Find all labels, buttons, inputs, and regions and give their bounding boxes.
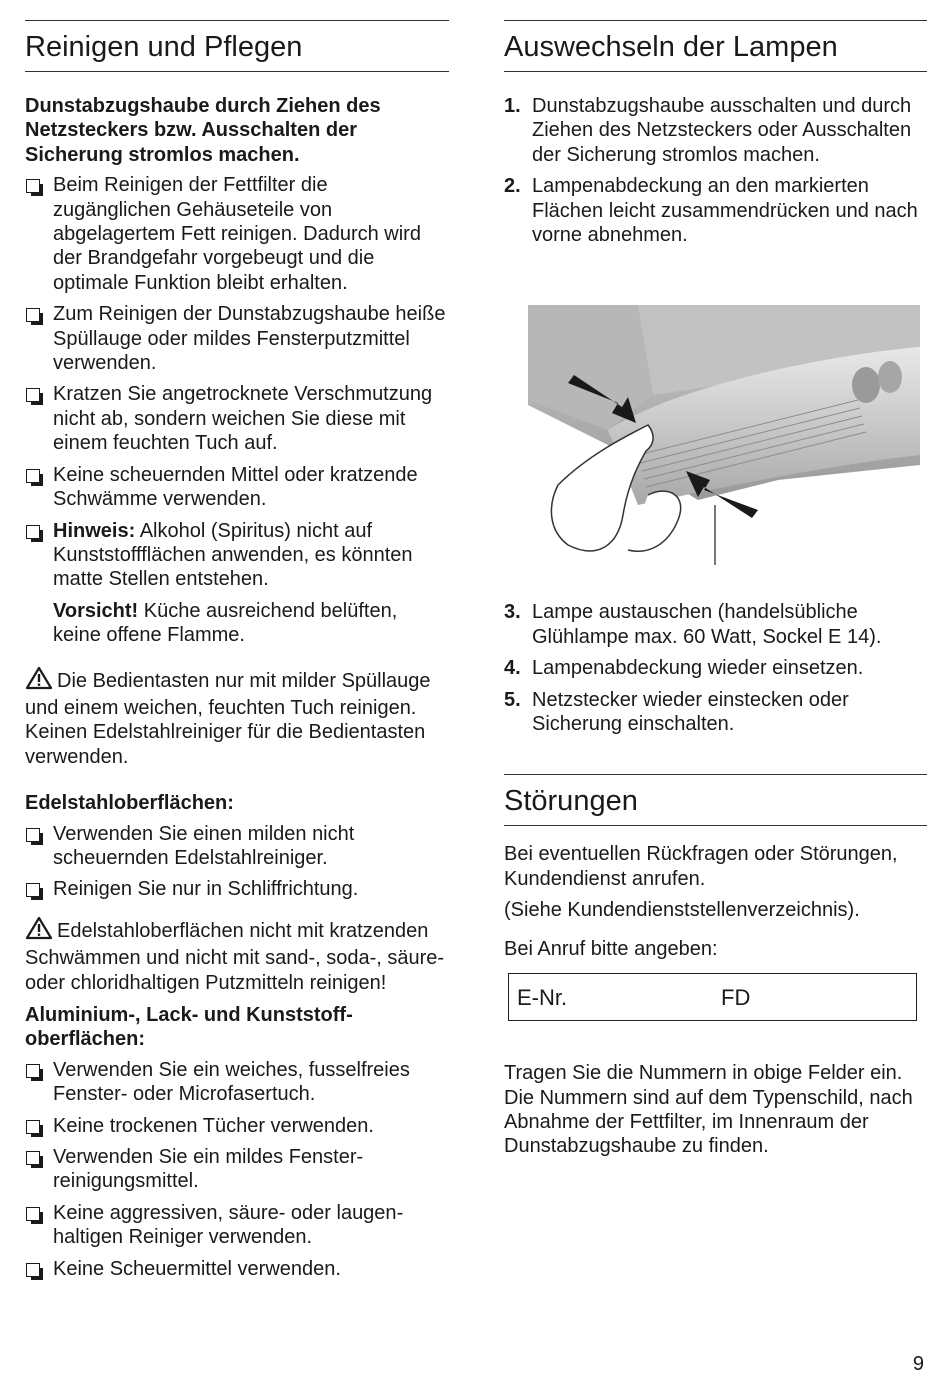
checkbox-icon bbox=[26, 828, 40, 842]
checkbox-icon bbox=[26, 469, 40, 483]
checkbox-icon bbox=[26, 388, 40, 402]
checkbox-icon bbox=[26, 1120, 40, 1134]
checkbox-icon bbox=[26, 1151, 40, 1165]
list-item: Keine Scheuermittel verwenden. bbox=[25, 1257, 449, 1281]
list-item: Verwenden Sie ein mildes Fensterreinigungsmittel. bbox=[25, 1145, 449, 1194]
lamp-steps-b bbox=[504, 600, 927, 736]
lamps-heading: Auswechseln der Lampen bbox=[504, 20, 927, 72]
page-number: 9 bbox=[912, 1353, 924, 1375]
list-item: Verwenden Sie einen milden nicht scheuernden Edelstahlreiniger. bbox=[25, 822, 449, 871]
checkbox-icon bbox=[26, 308, 40, 322]
faults-heading: Störungen bbox=[504, 774, 927, 826]
list-item: Beim Reinigen der Fettfilter die zugänglichen Gehäuseteile von abgelagertem Fett reinigen. Dadurch wird der Brandgefahr vorgebeugt und die optimale Funktion bleibt erhalten. bbox=[25, 173, 449, 295]
checkbox-icon bbox=[26, 179, 40, 193]
alu-list bbox=[25, 1058, 449, 1281]
list-item: Verwenden Sie ein weiches, fusselfreies Fenster- oder Microfasertuch. bbox=[25, 1058, 449, 1107]
faults-text-4: Tragen Sie die Nummern in obige Felder ein. Die Nummern sind auf dem Typenschild, nach Abnahme der Fettfilter, im Innenraum der Dunstabzugshaube zu finden. bbox=[504, 1062, 913, 1158]
warning-icon bbox=[25, 916, 53, 946]
cleaning-heading: Reinigen und Pflegen bbox=[25, 20, 449, 72]
enr-fd-field[interactable] bbox=[508, 973, 917, 1021]
fd-label: FD bbox=[721, 985, 751, 1011]
checkbox-icon bbox=[26, 1263, 40, 1277]
step-item: 5. Netzstecker wieder einstecken oder Sicherung einschalten. bbox=[504, 688, 849, 736]
checkbox-icon bbox=[26, 883, 40, 897]
warning-icon bbox=[25, 666, 53, 696]
alu-heading: Aluminium-, Lack- und Kunststoffoberflächen: bbox=[25, 1004, 353, 1051]
checkbox-icon bbox=[26, 1064, 40, 1078]
left-column bbox=[25, 20, 449, 1288]
steel-list bbox=[25, 822, 449, 902]
cleaning-intro: Dunstabzugshaube durch Ziehen des Netzsteckers bzw. Ausschalten der Sicherung stromlos machen. bbox=[25, 95, 381, 166]
enr-label: E-Nr. bbox=[517, 985, 568, 1011]
list-item: Keine trockenen Tücher verwenden. bbox=[25, 1114, 449, 1138]
list-item: Reinigen Sie nur in Schliffrichtung. bbox=[25, 877, 449, 901]
caution-label: Vorsicht! bbox=[53, 599, 139, 622]
list-item: Kratzen Sie angetrocknete Verschmutzung nicht ab, sondern weichen Sie diese mit einem feuchten Tuch auf. bbox=[25, 382, 449, 455]
steel-heading: Edelstahloberflächen: bbox=[25, 792, 234, 815]
step-item: 4. Lampenabdeckung wieder einsetzen. bbox=[504, 657, 864, 680]
step-item: 3. Lampe austauschen (handelsübliche Glühlampe max. 60 Watt, Sockel E 14). bbox=[504, 601, 882, 648]
faults-text-3: Bei Anruf bitte angeben: bbox=[504, 937, 718, 960]
lamp-steps-a bbox=[504, 94, 927, 247]
lamp-cover-illustration bbox=[528, 305, 920, 565]
faults-text-1: Bei eventuellen Rückfragen oder Störungen, Kundendienst anrufen. bbox=[504, 843, 898, 890]
list-item: Zum Reinigen der Dunstabzugshaube heiße Spüllauge oder mildes Fensterputzmittel verwenden. bbox=[25, 302, 449, 375]
list-item: Keine aggressiven, säure- oder laugenhaltigen Reiniger verwenden. bbox=[25, 1201, 449, 1250]
faults-text-2: (Siehe Kundendienststellenverzeichnis). bbox=[504, 899, 860, 922]
cleaning-list bbox=[25, 173, 449, 592]
checkbox-icon bbox=[26, 1207, 40, 1221]
warning-buttons: Die Bedientasten nur mit milder Spüllauge und einem weichen, feuchten Tuch reinigen. Keinen Edelstahlreiniger für die Bedientasten verwenden. bbox=[25, 666, 449, 770]
list-item: Keine scheuernden Mittel oder kratzende Schwämme verwenden. bbox=[25, 463, 449, 512]
right-column bbox=[504, 20, 927, 1159]
step-item: 2. Lampenabdeckung an den markierten Flächen leicht zusammendrücken und nach vorne abnehmen. bbox=[504, 175, 918, 247]
step-item: 1. Dunstabzugshaube ausschalten und durch Ziehen des Netzsteckers oder Ausschalten der Sicherung stromlos machen. bbox=[504, 95, 912, 166]
checkbox-icon bbox=[26, 525, 40, 539]
caution-note: Vorsicht! Küche ausreichend belüften, keine offene Flamme. bbox=[53, 599, 398, 647]
hint-item: Hinweis: Alkohol (Spiritus) nicht auf Kunststoffflächen anwenden, es könnten matte Stellen entstehen. bbox=[25, 519, 449, 592]
hint-label: Hinweis: bbox=[53, 519, 136, 542]
warning-steel: Edelstahloberflächen nicht mit kratzenden Schwämmen und nicht mit sand-, soda-, säure- oder chloridhaltigen Putzmitteln reinigen! bbox=[25, 916, 449, 995]
